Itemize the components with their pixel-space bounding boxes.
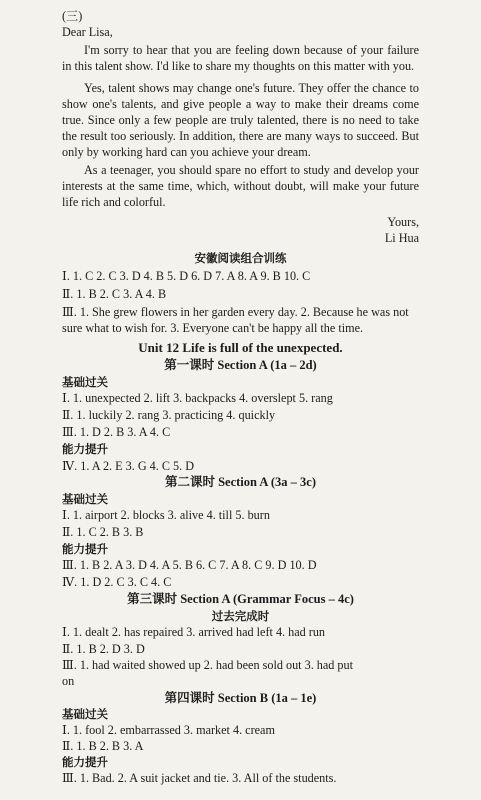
anhui-answers-3b: sure what to wish for. 3. Everyone can't be happy all the time. bbox=[62, 321, 364, 335]
lesson4-answers-i: Ⅰ. 1. fool 2. embarrassed 3. market 4. cream bbox=[62, 723, 275, 737]
anhui-title: 安徽阅读组合训练 bbox=[194, 251, 287, 265]
anhui-answers-1: Ⅰ. 1. C 2. C 3. D 4. B 5. D 6. D 7. A 8. A 9. B 10. C bbox=[62, 269, 311, 283]
lesson2-title: 第二课时 Section A (3a – 3c) bbox=[164, 475, 317, 489]
lesson1-answers-iii: Ⅲ. 1. D 2. B 3. A 4. C bbox=[62, 425, 171, 439]
lesson2-answers-ii: Ⅱ. 1. C 2. B 3. B bbox=[62, 525, 144, 539]
lesson1-basic-heading: 基础过关 bbox=[62, 375, 108, 389]
lesson3-subtitle: 过去完成时 bbox=[211, 609, 270, 623]
lesson1-answers-i: Ⅰ. 1. unexpected 2. lift 3. backpacks 4. overslept 5. rang bbox=[62, 391, 333, 405]
anhui-answers-2: Ⅱ. 1. B 2. C 3. A 4. B bbox=[62, 287, 167, 301]
lesson1-title: 第一课时 Section A (1a – 2d) bbox=[164, 358, 317, 372]
lesson4-title: 第四课时 Section B (1a – 1e) bbox=[164, 691, 317, 705]
letter-paragraph-2: Yes, talent shows may change one's future. They offer the chance to show one's talents, and give people a way to make their dreams come true. Since only a few people are truly talented, there is no need to take the result too seriously. In addition, there are many ways to succeed. But only by working hard can you achieve your dream. bbox=[62, 81, 419, 159]
letter-signature: Li Hua bbox=[384, 231, 419, 245]
section-mark: (三) bbox=[62, 9, 83, 23]
letter-paragraph-1: I'm sorry to hear that you are feeling down because of your failure in this talent show. I'd like to share my thoughts on this matter with you. bbox=[62, 43, 419, 73]
lesson4-basic-heading: 基础过关 bbox=[62, 707, 108, 721]
lesson4-improve-heading: 能力提升 bbox=[62, 755, 108, 769]
letter-paragraph-3: As a teenager, you should spare no effort to study and develop your interests at the same time, which, without doubt, will make your future life rich and colorful. bbox=[62, 163, 419, 209]
lesson1-answers-iv: Ⅳ. 1. A 2. E 3. G 4. C 5. D bbox=[62, 459, 195, 473]
letter-closing: Yours, bbox=[387, 215, 419, 229]
anhui-answers-3a: Ⅲ. 1. She grew flowers in her garden every day. 2. Because he was not bbox=[62, 305, 409, 319]
lesson2-answers-iii: Ⅲ. 1. B 2. A 3. D 4. A 5. B 6. C 7. A 8. C 9. D 10. D bbox=[62, 558, 317, 572]
lesson3-answers-iii-b: on bbox=[62, 674, 75, 688]
lesson3-answers-ii: Ⅱ. 1. B 2. D 3. D bbox=[62, 642, 145, 656]
unit-title: Unit 12 Life is full of the unexpected. bbox=[138, 340, 343, 355]
lesson1-improve-heading: 能力提升 bbox=[62, 442, 108, 456]
lesson4-answers-ii: Ⅱ. 1. B 2. B 3. A bbox=[62, 739, 144, 753]
lesson2-basic-heading: 基础过关 bbox=[62, 492, 108, 506]
lesson2-improve-heading: 能力提升 bbox=[62, 542, 108, 556]
lesson3-answers-i: Ⅰ. 1. dealt 2. has repaired 3. arrived had left 4. had run bbox=[62, 625, 326, 639]
lesson3-answers-iii-a: Ⅲ. 1. had waited showed up 2. had been sold out 3. had put bbox=[62, 658, 354, 672]
lesson2-answers-i: Ⅰ. 1. airport 2. blocks 3. alive 4. till 5. burn bbox=[62, 508, 270, 522]
salutation: Dear Lisa, bbox=[62, 25, 113, 39]
lesson2-answers-iv: Ⅳ. 1. D 2. C 3. C 4. C bbox=[62, 575, 172, 589]
lesson1-answers-ii: Ⅱ. 1. luckily 2. rang 3. practicing 4. quickly bbox=[62, 408, 276, 422]
lesson4-answers-iii: Ⅲ. 1. Bad. 2. A suit jacket and tie. 3. All of the students. bbox=[62, 771, 337, 785]
lesson3-title: 第三课时 Section A (Grammar Focus – 4c) bbox=[127, 592, 354, 606]
